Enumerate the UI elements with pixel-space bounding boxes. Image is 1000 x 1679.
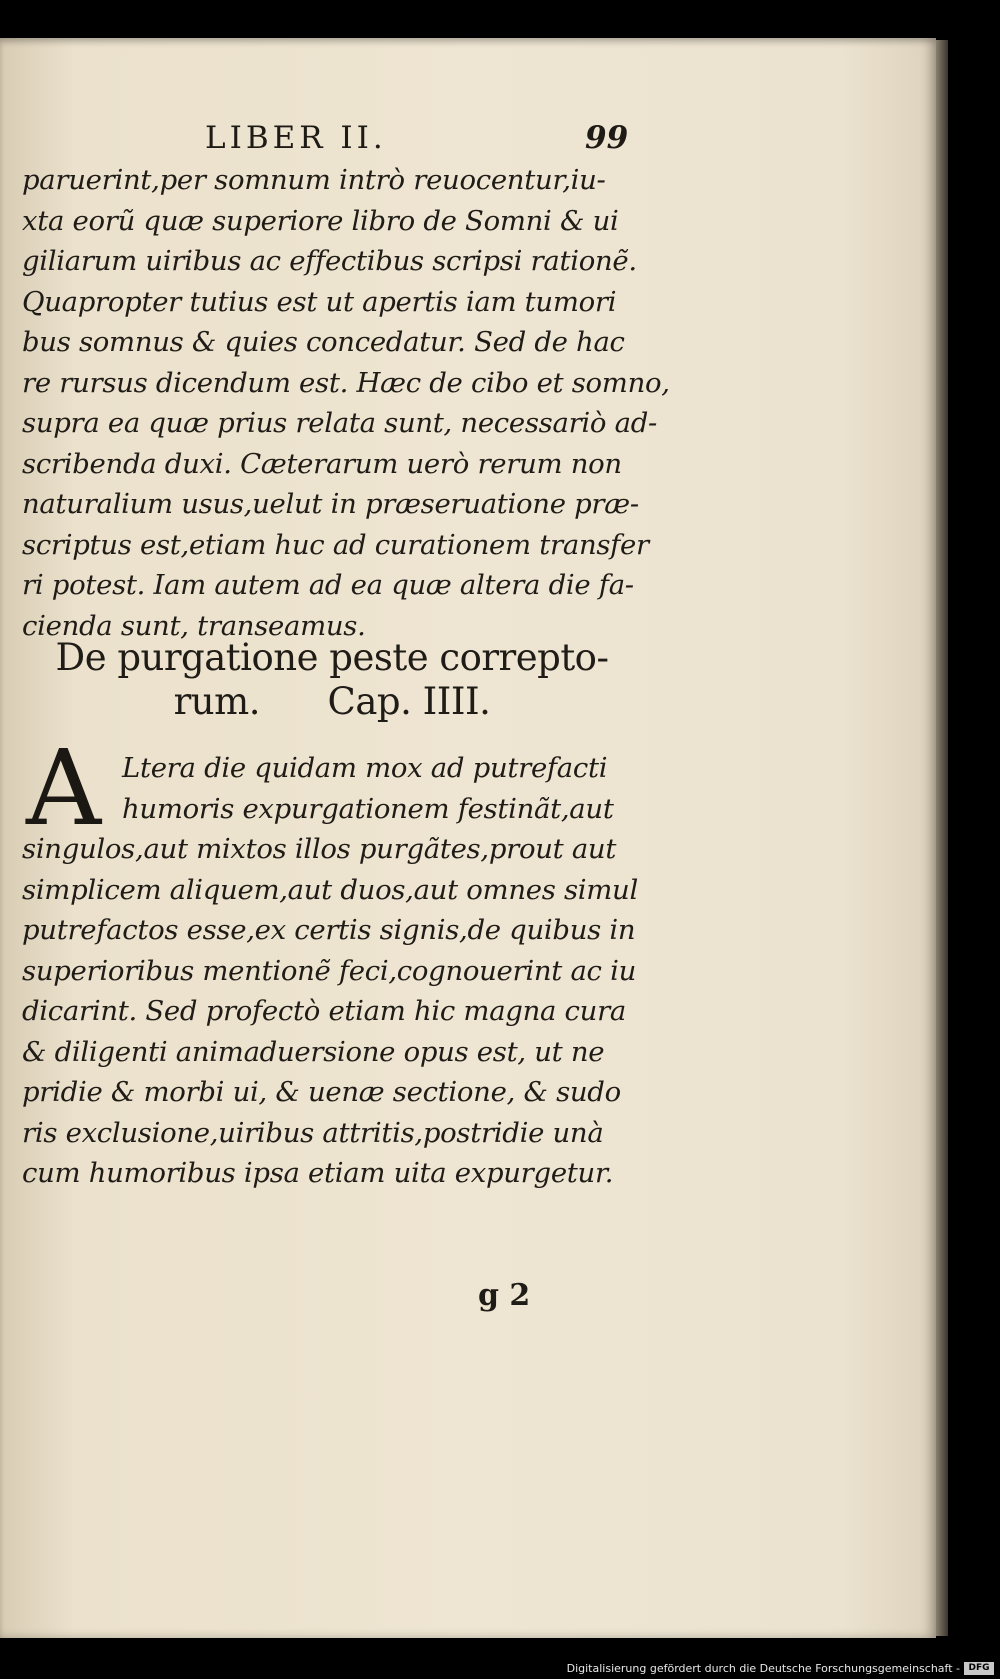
text-line: pridie & morbi ui, & uenæ sectione, & sudo xyxy=(22,1076,621,1108)
dfg-logo: DFG xyxy=(964,1662,994,1675)
text-line: Ltera die quidam mox ad putrefacti xyxy=(122,752,608,784)
text-line: ris exclusione,uiribus attritis,postridie unà xyxy=(22,1116,604,1149)
text-line: supra ea quæ prius relata sunt, necessariò ad- xyxy=(22,407,658,439)
text-line: & diligenti animaduersione opus est, ut ne xyxy=(22,1035,605,1068)
chapter-heading-line-2: rum. Cap. IIII. xyxy=(173,680,491,723)
drop-cap: A xyxy=(26,727,102,849)
running-title: LIBER II. xyxy=(205,120,387,156)
text-line: bus somnus & quies concedatur. Sed de hac xyxy=(22,326,625,358)
digitization-credit: Digitalisierung gefördert durch die Deutsche Forschungsgemeinschaft - xyxy=(566,1662,960,1675)
text-line: giliarum uiribus ac effectibus scripsi rationẽ. xyxy=(22,245,637,277)
page-edge xyxy=(936,40,948,1636)
text-line: paruerint,per somnum intrò reuocentur,iu- xyxy=(22,164,606,196)
text-line: cum humoribus ipsa etiam uita expurgetur. xyxy=(22,1157,614,1189)
running-head xyxy=(0,120,936,164)
chapter-heading xyxy=(22,636,642,724)
text-line: dicarint. Sed profectò etiam hic magna cura xyxy=(22,995,627,1027)
text-line: scriptus est,etiam huc ad curationem transfer xyxy=(22,528,649,561)
text-line: naturalium usus,uelut in præseruatione præ- xyxy=(22,488,639,520)
text-line: superioribus mentionẽ feci,cognouerint ac iu xyxy=(22,954,636,987)
text-line: Quapropter tutius est ut apertis iam tumori xyxy=(22,285,617,318)
text-line: re rursus dicendum est. Hæc de cibo et somno, xyxy=(22,366,670,399)
page-number: 99 xyxy=(585,120,629,156)
text-line: scribenda duxi. Cæterarum uerò rerum non xyxy=(22,447,622,480)
chapter-text xyxy=(22,727,642,1194)
chapter-heading-line-1: De purgatione peste correpto- xyxy=(55,636,609,679)
text-line: putrefactos esse,ex certis signis,de quibus in xyxy=(22,914,636,946)
signature-mark: g 2 xyxy=(478,1278,531,1313)
text-line: cienda sunt, transeamus. xyxy=(22,609,366,642)
text-line: simplicem aliquem,aut duos,aut omnes simul xyxy=(22,873,638,906)
text-line: humoris expurgationem festinãt,aut xyxy=(122,792,614,825)
text-line: xta eorũ quæ superiore libro de Somni & ui xyxy=(22,204,619,237)
text-line: ri potest. Iam autem ad ea quæ altera die fa- xyxy=(22,569,634,601)
text-line: singulos,aut mixtos illos purgãtes,prout aut xyxy=(22,833,617,865)
body-text xyxy=(22,160,670,646)
